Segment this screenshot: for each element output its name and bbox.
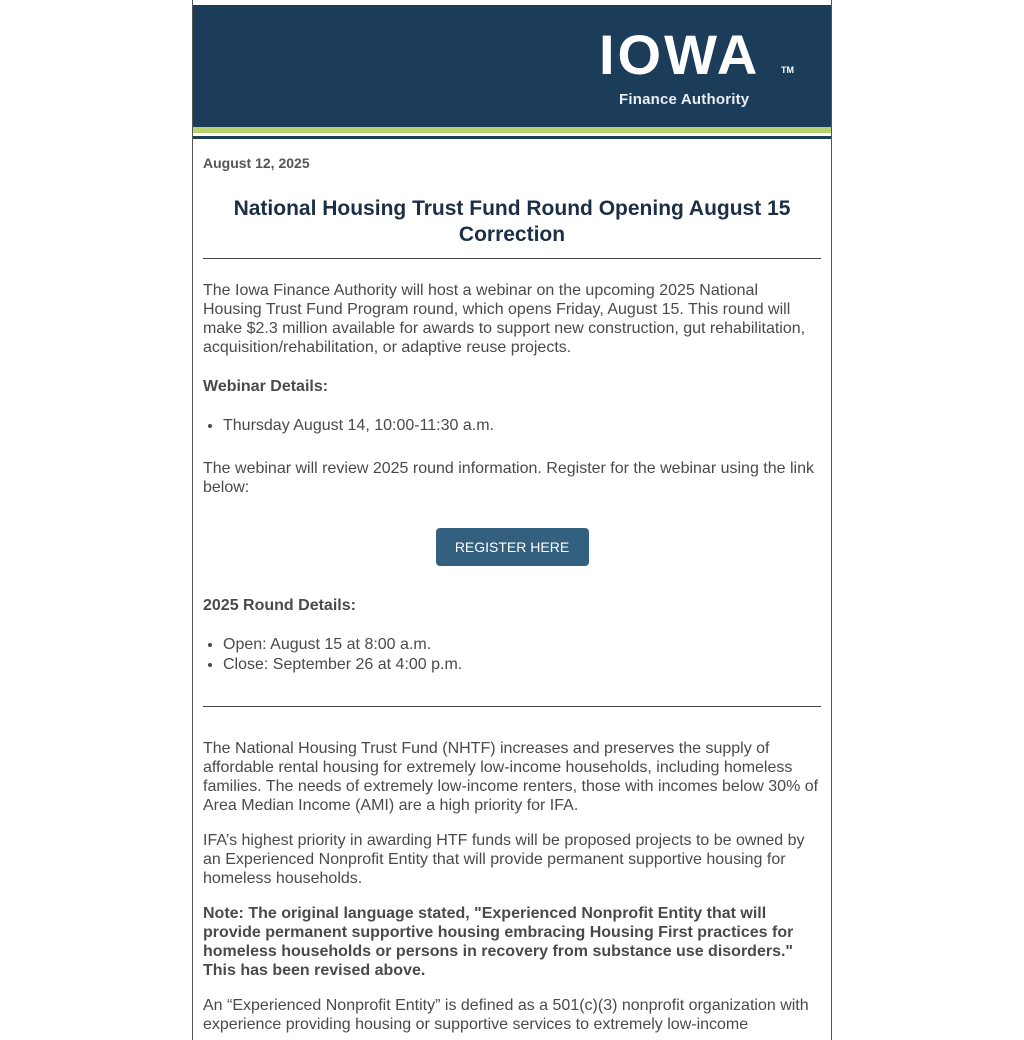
- email-title: [203, 196, 821, 248]
- webinar-heading: Webinar Details:: [203, 378, 329, 395]
- list-item: • Thursday August 14, 10:00-11:30 a.m.: [223, 416, 821, 436]
- title-line-1: National Housing Trust Fund Round Opening August 15: [233, 197, 791, 220]
- register-button[interactable]: REGISTER HERE: [436, 528, 589, 566]
- definition-paragraph: An “Experienced Nonprofit Entity” is defined as a 501(c)(3) nonprofit organization with experience providing housing or supportive services to extremely low-income: [203, 997, 809, 1033]
- register-button-wrap: [203, 528, 821, 566]
- logo-trademark: TM: [781, 65, 794, 75]
- email-content: [193, 155, 831, 675]
- email-body: [192, 0, 832, 1040]
- title-divider: [203, 258, 821, 259]
- round-list: [203, 635, 821, 675]
- webinar-list: [203, 416, 821, 436]
- list-item: • Close: September 26 at 4:00 p.m.: [223, 655, 821, 675]
- logo-wordmark: IOWA: [599, 23, 761, 86]
- ifa-priority-paragraph: IFA’s highest priority in awarding HTF funds will be proposed projects to be owned by an Experienced Nonprofit Entity that will provide permanent supportive housing for homeless households.: [203, 832, 805, 887]
- list-item: • Open: August 15 at 8:00 a.m.: [223, 635, 821, 655]
- section-divider: [203, 706, 821, 707]
- intro-paragraph: The Iowa Finance Authority will host a webinar on the upcoming 2025 National Housing Trust Fund Program round, which opens Friday, August 15. This round will make $2.3 million available for awards to support new construction, gut rehabilitation, acquisition/rehabilitation, or adaptive reuse projects.: [203, 282, 806, 356]
- note-paragraph: Note: The original language stated, "Experienced Nonprofit Entity that will provide permanent supportive housing embracing Housing First practices for homeless households or persons in recovery from substance use disorders." This has been revised above.: [203, 905, 794, 979]
- round-heading: 2025 Round Details:: [203, 597, 356, 614]
- email-date: August 12, 2025: [203, 155, 310, 171]
- logo-subtitle: Finance Authority: [619, 91, 750, 108]
- email-content-lower: [193, 739, 831, 1034]
- email-header: [193, 5, 831, 127]
- title-line-2: Correction: [458, 223, 566, 246]
- nhtf-paragraph: The National Housing Trust Fund (NHTF) increases and preserves the supply of affordable rental housing for extremely low-income households, including homeless families. The needs of extremely low-income renters, those with incomes below 30% of Area Median Income (AMI) are a high priority for IFA.: [203, 740, 819, 814]
- iowa-finance-authority-logo: [595, 25, 795, 115]
- navy-stripe: [193, 136, 831, 139]
- webinar-paragraph: The webinar will review 2025 round information. Register for the webinar using the link below:: [203, 460, 814, 496]
